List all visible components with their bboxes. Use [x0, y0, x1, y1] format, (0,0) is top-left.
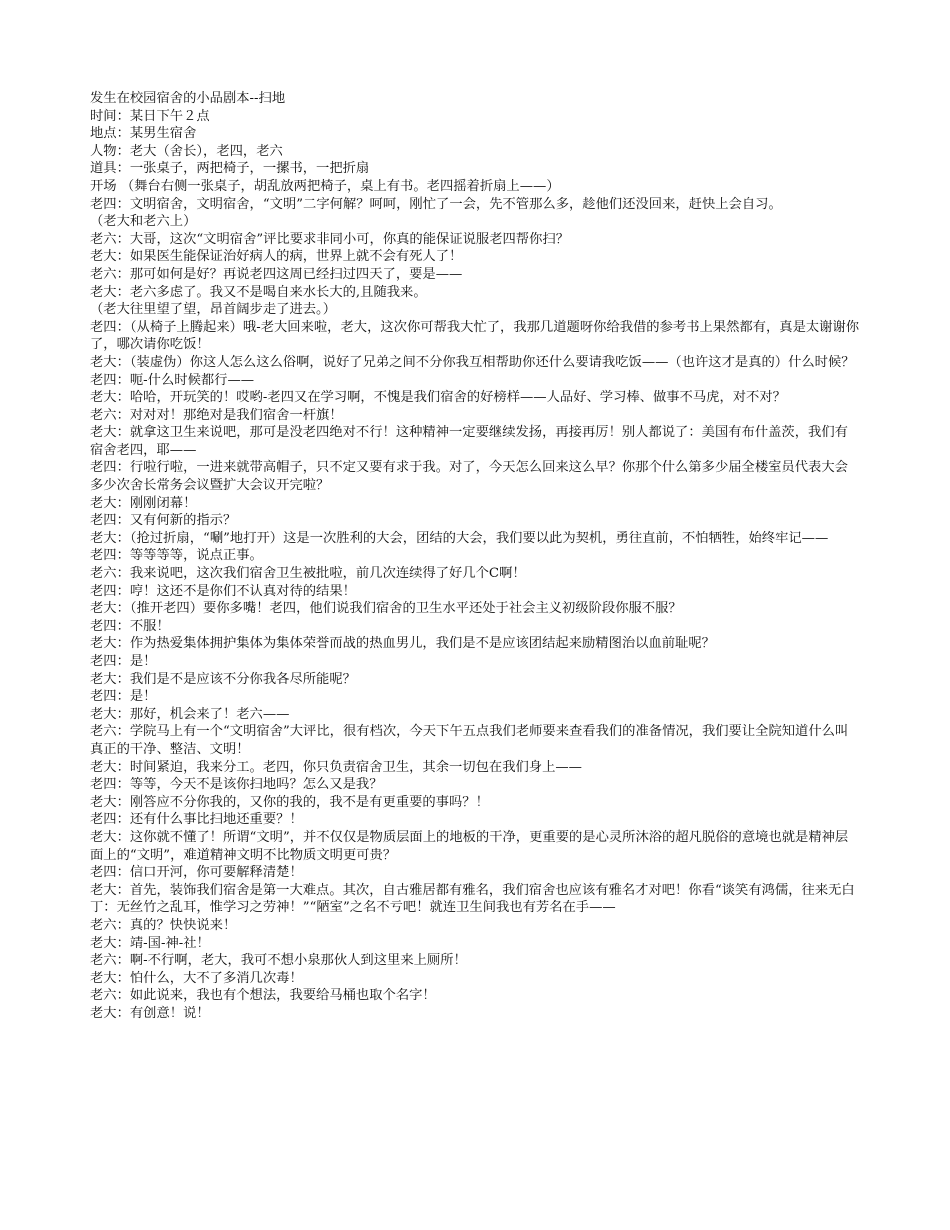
- dialogue-line: 老大：我们是不是应该不分你我各尽所能呢？: [90, 671, 356, 687]
- dialogue-line: 老大：首先，装饰我们宿舍是第一大难点。其次，自古雅居都有雅名，我们宿舍也应该有雅名才对吧！你看“谈笑有鸿儒，往来无白丁：无丝竹之乱耳，惟学习之劳神！”“陋室”之名不亏吧！就连卫生间我也有芳名在手——: [90, 882, 855, 916]
- dialogue-line: 老四：（从椅子上腾起来）哦-老大回来啦，老大，这次你可帮我大忙了，我那几道题呀你给我借的参考书上果然都有，真是太谢谢你了，哪次请你吃饭！: [90, 319, 860, 353]
- dialogue-line: 老大：如果医生能保证治好病人的病，世界上就不会有死人了！: [90, 249, 463, 265]
- dialogue-line: 老六：那可如何是好？再说老四这周已经扫过四天了，要是——: [90, 266, 463, 282]
- dialogue-line: 老大：（推开老四）要你多嘴！老四，他们说我们宿舍的卫生水平还处于社会主义初级阶段你服不服？: [90, 601, 682, 617]
- dialogue-line: 老大：（装虚伪）你这人怎么这么俗啊，说好了兄弟之间不分你我互相帮助你还什么要请我吃饭——（也许这才是真的）什么时候？: [90, 354, 855, 370]
- dialogue-line: 老大：作为热爱集体拥护集体为集体荣誉而战的热血男儿，我们是不是应该团结起来励精图治以血前耻呢？: [90, 636, 715, 652]
- dialogue-line: 老大：这你就不懂了！所谓“文明”，并不仅仅是物质层面上的地板的干净，更重要的是心灵所沐浴的超凡脱俗的意境也就是精神层面上的“文明”，难道精神文明不比物质文明更可贵？: [90, 829, 849, 863]
- dialogue-line: 老六：对对对！那绝对是我们宿舍一杆旗！: [90, 407, 343, 423]
- dialogue-line: 老六：如此说来，我也有个想法，我要给马桶也取个名字！: [90, 988, 436, 1004]
- dialogue-line: 老大：靖-国-神-社！: [90, 935, 210, 951]
- dialogue-line: 老四：文明宿舍，文明宿舍，“文明”二字何解？呵呵，刚忙了一会，先不管那么多，趁他们还没回来，赶快上会自习。: [90, 196, 782, 212]
- dialogue-line: 老四：信口开河，你可要解释清楚！: [90, 865, 303, 881]
- dialogue-line: 老大：就拿这卫生来说吧，那可是没老四绝对不行！这种精神一定要继续发扬，再接再厉！别人都说了：美国有布什盖茨，我们有宿舍老四，耶——: [90, 425, 848, 458]
- dialogue-line: 老四：又有何新的指示？: [90, 513, 237, 529]
- document-body: [90, 90, 860, 1022]
- document-title: 发生在校园宿舍的小品剧本--扫地: [90, 91, 286, 106]
- dialogue-line: 老四：不服！: [90, 618, 170, 634]
- script-line-opening: 开场 （舞台右侧一张桌子，胡乱放两把椅子，桌上有书。老四摇着折扇上——）: [90, 178, 560, 194]
- dialogue-line: 老大：刚刚闭幕！: [90, 495, 197, 511]
- dialogue-line: 老六：大哥，这次“文明宿舍”评比要求非同小可，你真的能保证说服老四帮你扫？: [90, 231, 569, 247]
- stage-direction: （老大往里望了望，昂首阔步走了进去。）: [90, 302, 336, 318]
- script-line-props: 道具：一张桌子，两把椅子，一摞书，一把折扇: [90, 161, 370, 177]
- dialogue-line: 老大：哈哈，开玩笑的！哎哟-老四又在学习啊，不愧是我们宿舍的好榜样——人品好、学习棒、做事不马虎，对不对？: [90, 390, 786, 406]
- dialogue-line: 老大：有创意！说！: [90, 1005, 210, 1021]
- dialogue-line: 老四：还有什么事比扫地还重要？！: [90, 812, 303, 828]
- dialogue-line: 老六：学院马上有一个“文明宿舍”大评比，很有档次，今天下午五点我们老师要来查看我们的准备情况，我们要让全院知道什么叫真正的干净、整洁、文明！: [90, 724, 849, 757]
- dialogue-line: 老四：是！: [90, 689, 157, 705]
- dialogue-line: 老大：刚答应不分你我的，又你的我的，我不是有更重要的事吗？！: [90, 794, 489, 810]
- dialogue-line: 老四：是！: [90, 654, 157, 669]
- dialogue-line: 老四：等等，今天不是该你扫地吗？怎么又是我？: [90, 777, 383, 793]
- script-line-place: 地点：某男生宿舍: [90, 126, 197, 142]
- dialogue-line: 老大：时间紧迫，我来分工。老四，你只负责宿舍卫生，其余一切包在我们身上——: [90, 759, 582, 775]
- dialogue-line: 老大：怕什么，大不了多消几次毒！: [90, 970, 303, 986]
- script-line-characters: 人物：老大（舍长），老四，老六: [90, 143, 283, 159]
- dialogue-line: 老六：我来说吧，这次我们宿舍卫生被批啦，前几次连续得了好几个C啊！: [90, 566, 526, 582]
- dialogue-line: 老六：真的？快快说来！: [90, 917, 237, 933]
- dialogue-line: 老大：那好，机会来了！老六——: [90, 706, 290, 722]
- stage-direction: （老大和老六上）: [90, 214, 197, 230]
- dialogue-line: 老四：等等等等，说点正事。: [90, 548, 263, 564]
- dialogue-line: 老大：（抢过折扇，“唰”地打开）这是一次胜利的大会，团结的大会，我们要以此为契机，勇往直前，不怕牺牲，始终牢记——: [90, 530, 829, 546]
- dialogue-line: 老六：啊-不行啊，老大，我可不想小泉那伙人到这里来上厕所！: [90, 953, 467, 969]
- dialogue-line: 老大：老六多虑了。我又不是喝自来水长大的,且随我来。: [90, 284, 427, 300]
- dialogue-line: 老四：哼！这还不是你们不认真对待的结果！: [90, 583, 356, 599]
- dialogue-line: 老四：呃-什么时候都行——: [90, 372, 255, 388]
- script-line-time: 时间：某日下午２点: [90, 108, 210, 124]
- dialogue-line: 老四：行啦行啦，一进来就带高帽子，只不定又要有求于我。对了，今天怎么回来这么早？你那个什么第多少届全楼室员代表大会多少次舍长常务会议暨扩大会议开完啦？: [90, 460, 848, 494]
